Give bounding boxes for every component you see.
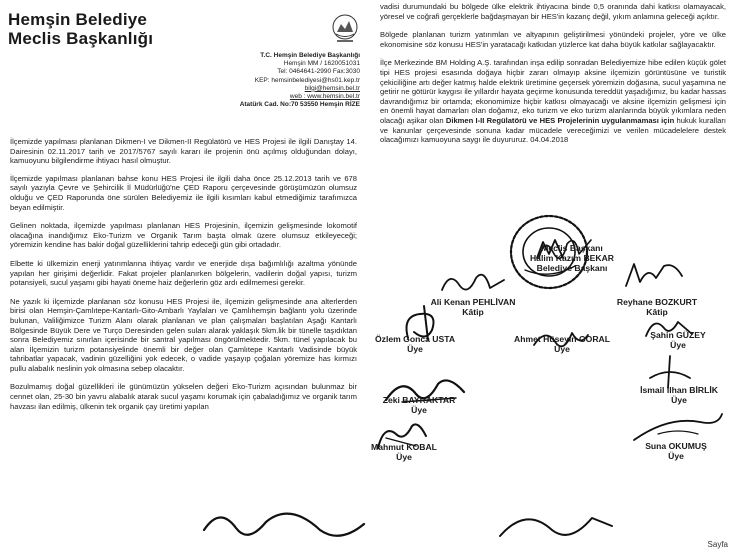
signatory-5-role: Üye bbox=[670, 340, 686, 350]
signatory-7 bbox=[624, 385, 734, 405]
signatory-8-role: Üye bbox=[396, 452, 412, 462]
left-paragraph-2: İlçemizde yapılması planlanan bahse konu HES Projesi ile ilgili daha önce 25.12.2013 tarih ve 678 sayılı yazıyla Çevre ve Şehircilik İl Müdürlüğü'ne ÇED Raporu çerçevesinde görüşümüzün olumsuz olduğu ve ÇED Raporunda öne sürülen Belediyemiz ile ilgili kısımları kabul etmediğimiz tarafımızca beyan edilmiştir. bbox=[10, 173, 357, 212]
signatory-3-role: Üye bbox=[407, 344, 423, 354]
mayor-line-2: Halim Kazım BEKAR bbox=[529, 253, 615, 263]
left-column bbox=[10, 137, 357, 411]
contact-phone-fax: Tel: 0464641-2990 Fax:3030 bbox=[277, 68, 360, 76]
title-line-2: Meclis Başkanlığı bbox=[8, 29, 154, 48]
signatory-3-name: Özlem Gonca USTA bbox=[374, 334, 456, 344]
signatory-6 bbox=[364, 395, 474, 415]
signature-1-scribble bbox=[438, 268, 508, 296]
bottom-right-signature bbox=[496, 500, 616, 548]
signatory-2-name: Reyhane BOZKURT bbox=[616, 297, 698, 307]
signatory-9-name: Suna OKUMUŞ bbox=[645, 441, 707, 451]
right-paragraph-1: vadisi durumundaki bu bölgede ülke elektrik ihtiyacına binde 0,5 oranında dahi katkısı olamayacak, yöresel ve coğrafi gerçeklerle bağdaşmayan bir HES'in kazanç değil, yıkım anlamına geleceği açıktır. bbox=[380, 2, 726, 21]
right-paragraph-3-text-a: İlçe Merkezinde BM Holding A.Ş. tarafından inşa edilip sonradan Belediyemize hibe edilen küçük gölet tipi HES projesi esasında doğaya hiçbir zararı olmayıp aksine ilçemizin görüntüsüne ve turistik çekiciliğine artı değer katmış halde elektrik üretimine geçersek yöremizin doğasına, sucul yaşamına ne getirir ne götürür kaygısı ile yıllardır hayata geçirme konusunda tereddüt yaşadığımız, bu kadar hassas davrandığımız bir ortamda; ekonomimize hiçbir katkısı olmayacağı ve aksine ilçemizin gelişmesi için en önemli hayat damarları olan doğamız, eko turizm ve eko turizm alanlarında büyük yıkımlara neden olacağı aşikar olan bbox=[380, 58, 726, 125]
signature-2-scribble bbox=[620, 260, 690, 292]
signatory-2-role: Kâtip bbox=[646, 307, 668, 317]
signatory-4 bbox=[502, 334, 622, 354]
signatory-5 bbox=[628, 330, 728, 350]
right-paragraph-3-bold: Dikmen I-II Regülatörü ve HES Projelerinin uygulanmaması için bbox=[445, 115, 675, 125]
signatory-4-name: Ahmet Hüseyin GORAL bbox=[514, 334, 610, 344]
municipality-crest-icon bbox=[328, 12, 362, 46]
contact-kep: KEP: hemsinbelediyesi@hs01.kep.tr bbox=[254, 76, 360, 84]
signatory-7-name: İsmail İlhan BİRLİK bbox=[640, 385, 718, 395]
signatory-1-role: Kâtip bbox=[462, 307, 484, 317]
signatory-7-role: Üye bbox=[671, 395, 687, 405]
contact-code: Hemşin MM / 1620051031 bbox=[283, 60, 360, 68]
contact-org: T.C. Hemşin Belediye Başkanlığı bbox=[260, 52, 360, 59]
document-title bbox=[8, 10, 153, 48]
right-paragraph-3 bbox=[380, 58, 726, 144]
signatory-6-name: Zeki BAYRAKTAR bbox=[382, 395, 456, 405]
right-paragraph-2: Bölgede planlanan turizm yatırımları ve altyapının geliştirilmesi yönündeki projeler, yöre ve ülke ekonomisine söz konusu HES'in yaratacağı katkıdan yüzlerce kat daha büyük katkılar sağlayacaktır. bbox=[380, 30, 726, 49]
signatory-6-role: Üye bbox=[411, 405, 427, 415]
contact-block bbox=[220, 52, 360, 109]
mayor-line-1: Meclis Başkanı bbox=[541, 243, 603, 253]
contact-address: Atatürk Cad. No:70 53550 Hemşin RİZE bbox=[239, 101, 360, 109]
left-paragraph-4: Elbette ki ülkemizin enerji yatırımlarına ihtiyaç vardır ve enerjide dışa bağımlılığı azaltma yönünde yapılan her girişimi değerlidir. Fakat projeler planlanırken bölgelerin, vadilerin doğal yapısı, turizm potansiyeli, sucul yaşamı gibi hayati öneme haiz değerlerin göz ardı edilmemesi gerekir. bbox=[10, 258, 357, 288]
left-paragraph-1: İlçemizde yapılması planlanan Dikmen-I ve Dikmen-II Regülatörü ve HES Projesi ile ilgili Danıştay 14. Dairesinin 02.11.2017 tarih ve 2017/5767 sayılı kararı ile projenin önü açılmış olduğundan dolayı, kamuoyunu bilgilendirme ihtiyacı hasıl olmuştur. bbox=[10, 137, 357, 166]
signatory-3 bbox=[360, 334, 470, 354]
right-paragraph-3-text-b: hukuk kuralları ve kanunlar çerçevesinde sonuna kadar mücadele vereceğimizi ve verilen mücadelelere destek olacağımızı kamuoyuna saygı ile duyururuz. 04.04.2018 bbox=[380, 115, 726, 145]
page-label: Sayfa bbox=[707, 540, 728, 549]
bottom-flourish-signature bbox=[200, 500, 370, 548]
left-paragraph-6: Bozulmamış doğal güzellikleri ile günümüzün yükselen değeri Eko-Turizm açısından bulunmaz bir cennet olan, 25-30 bin yavru alabalık atarak sucul yaşamı korumak için çabaladığımız ve organik tarım havzası ilan edilmiş, ülkenin tek organik çay üretimi yapılan bbox=[10, 382, 357, 411]
contact-email: bilgi@hemsin.bel.tr bbox=[304, 84, 360, 92]
left-paragraph-5: Ne yazık ki ilçemizde planlanan söz konusu HES Projesi ile, ilçemizin gelişmesinde ana alterlerden birisi olan Hemşin-Çamlıtepe-Kantarlı-Gito-Ambarlı Yaylaları ve Çamlıhemşin bağlantı yolu üzerinde bulunan, Valiliğimizce Turizm Alanı olarak planlanan ve plan çalışmaları başlatılan Aşağı Kantarlı Bölgesinde Büyük Dere ve Turço Deresinden gelen suları alarak yaklaşık 5km.lik bir tünelle taşıdıktan sonra Belediyemiz sınırları içerisinde bir santral yapılması öngörülmektedir. 5km. tünel yapılacak bu alan İlçemizin turizm potansiyelinde önemli bir değer olan Çamlıtepe Kantarlı Vadisinde büyük tahribatlar yapacak, vadinin güzelliğini yok edecek, o vadide yaşayıp çoğalan yöremize has kırmızı pullu alabalık neslinin yok olmasına sebep olacaktır. bbox=[10, 296, 357, 373]
signatory-4-role: Üye bbox=[554, 344, 570, 354]
signatory-8-name: Mahmut KOBAL bbox=[371, 442, 437, 452]
right-column bbox=[380, 2, 726, 145]
signatory-8 bbox=[354, 442, 454, 462]
signatory-9 bbox=[626, 441, 726, 461]
left-paragraph-3: Gelinen noktada, ilçemizde yapılması planlanan HES Projesinin, ilçemizin gelişmesinde lokomotif olacağına inandığımız Eko-Turizm ve Organik Tarım başta olmak üzere olumsuz etkileyeceği; yöremizin kendine has bakir doğal güzelliklerini tahrip edeceği gün gibi ortadadır. bbox=[10, 221, 357, 250]
mayor-signature-block bbox=[522, 243, 622, 273]
contact-web: web : www.hemsin.bel.tr bbox=[289, 93, 360, 101]
signatory-1-name: Ali Kenan PEHLİVAN bbox=[430, 297, 516, 307]
mayor-line-3: Belediye Başkanı bbox=[536, 263, 608, 273]
signatory-5-name: Şahin GÜZEY bbox=[650, 330, 706, 340]
signatory-9-role: Üye bbox=[668, 451, 684, 461]
title-line-1: Hemşin Belediye bbox=[8, 10, 148, 29]
